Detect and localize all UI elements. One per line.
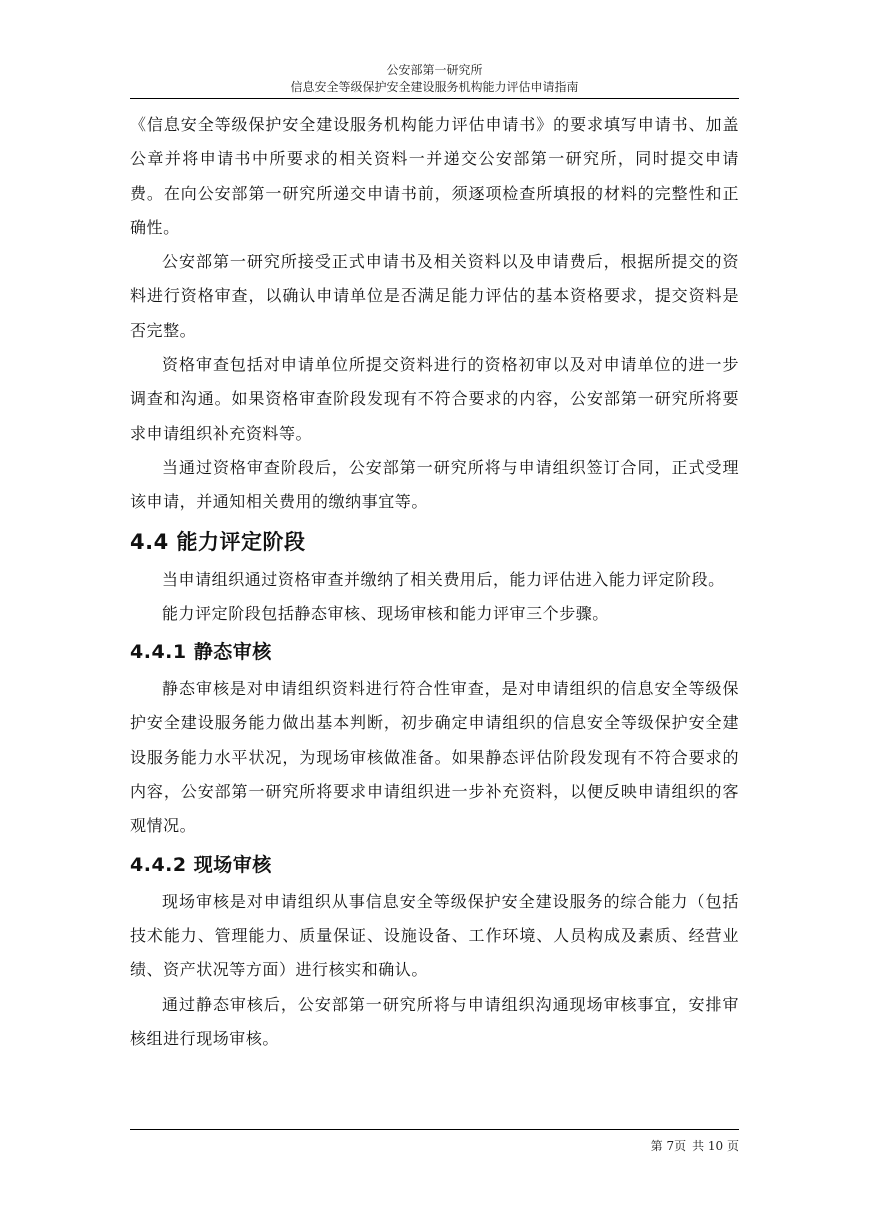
page-body: [130, 108, 739, 1056]
paragraph: 当申请组织通过资格审查并缴纳了相关费用后，能力评估进入能力评定阶段。: [162, 569, 725, 589]
page-footer: [130, 1138, 739, 1154]
paragraph: 静态审核是对申请组织资料进行符合性审查，是对申请组织的信息安全等级保护安全建设服务能力做出基本判断，初步确定申请组织的信息安全等级保护安全建设服务能力水平状况，为现场审核做准备。如果静态评估阶段发现有不符合要求的内容，公安部第一研究所将要求申请组织进一步补充资料，以便反映申请组织的客观情况。: [130, 679, 739, 836]
paragraph: 公安部第一研究所接受正式申请书及相关资料以及申请费后，根据所提交的资料进行资格审查，以确认申请单位是否满足能力评估的基本资格要求，提交资料是否完整。: [130, 252, 739, 340]
page-total: 共 10 页: [692, 1139, 739, 1153]
paragraph: 通过静态审核后，公安部第一研究所将与申请组织沟通现场审核事宜，安排审核组进行现场审核。: [130, 994, 739, 1048]
page-header: [130, 62, 739, 96]
paragraph: 资格审查包括对申请单位所提交资料进行的资格初审以及对申请单位的进一步调查和沟通。如果资格审查阶段发现有不符合要求的内容，公安部第一研究所将要求申请组织补充资料等。: [130, 355, 739, 443]
paragraph: 现场审核是对申请组织从事信息安全等级保护安全建设服务的综合能力（包括技术能力、管理能力、质量保证、设施设备、工作环境、人员构成及素质、经营业绩、资产状况等方面）进行核实和确认。: [130, 891, 739, 980]
header-document-title: 信息安全等级保护安全建设服务机构能力评估申请指南: [290, 80, 579, 94]
section-heading-4-4-1: 4.4.1 静态审核: [130, 641, 272, 664]
section-heading-4-4-2: 4.4.2 现场审核: [130, 853, 272, 876]
section-heading-4-4: 4.4 能力评定阶段: [130, 529, 306, 554]
header-organization: 公安部第一研究所: [386, 63, 483, 77]
header-divider: [130, 98, 739, 99]
paragraph: 能力评定阶段包括静态审核、现场审核和能力评审三个步骤。: [162, 603, 609, 623]
paragraph: 当通过资格审查阶段后，公安部第一研究所将与申请组织签订合同，正式受理该申请，并通知相关费用的缴纳事宜等。: [130, 457, 739, 512]
paragraph-continuation: 《信息安全等级保护安全建设服务机构能力评估申请书》的要求填写申请书、加盖公章并将申请书中所要求的相关资料一并递交公安部第一研究所，同时提交申请费。在向公安部第一研究所递交申请书前，须逐项检查所填报的材料的完整性和正确性。: [130, 115, 739, 237]
footer-divider: [130, 1129, 739, 1130]
page-number: 第 7页: [650, 1139, 687, 1153]
